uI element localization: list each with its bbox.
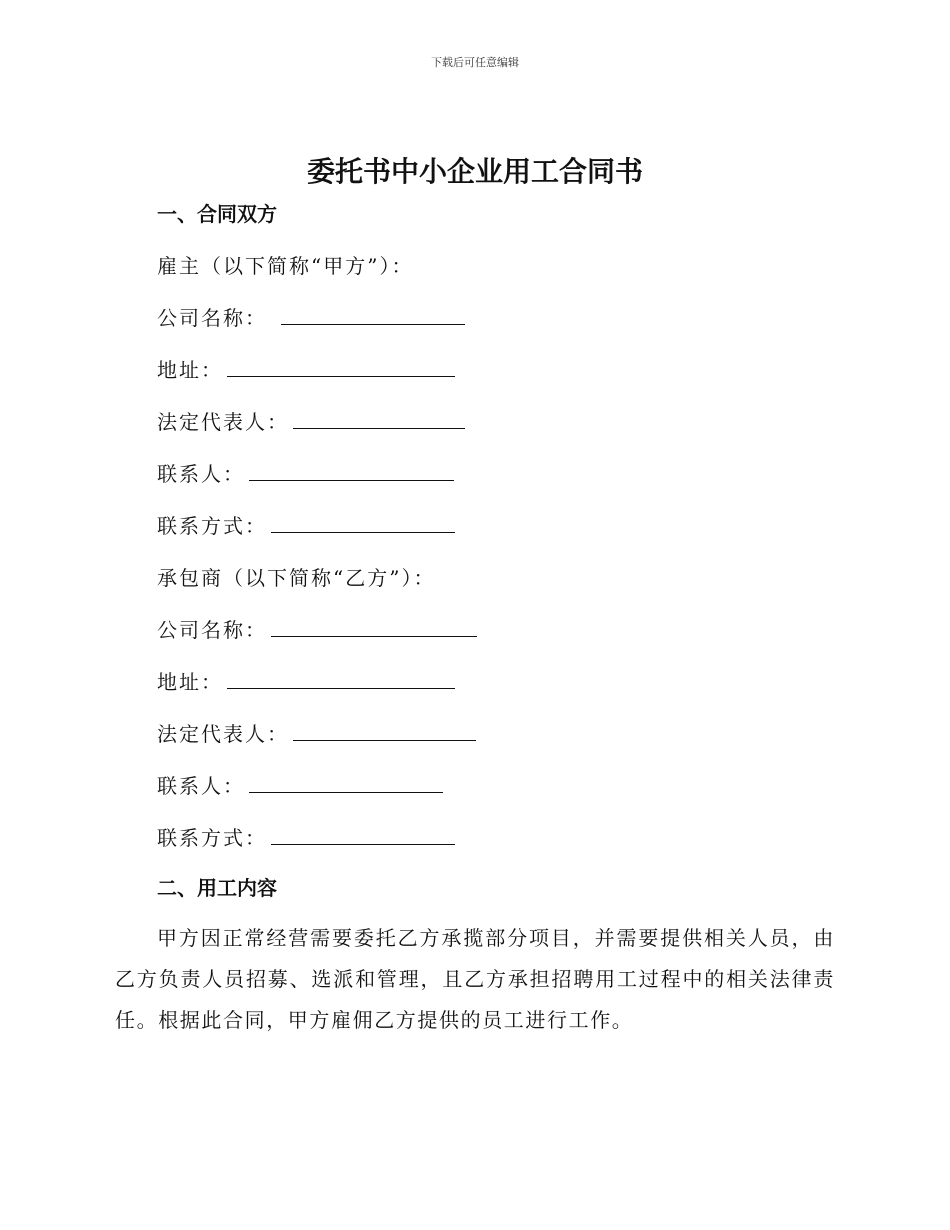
field-label: 联系人： bbox=[157, 462, 245, 486]
contractor-address-row bbox=[157, 666, 455, 695]
contractor-contact-row bbox=[157, 770, 443, 799]
contractor-legal-rep-blank bbox=[293, 739, 476, 741]
section-heading-parties: 一、合同双方 bbox=[157, 202, 277, 226]
employer-contact-row bbox=[157, 458, 454, 487]
employer-contact-blank bbox=[249, 479, 454, 481]
employer-address-row bbox=[157, 354, 455, 383]
contractor-contact-method-row bbox=[157, 822, 455, 851]
contractor-company-name-row bbox=[157, 614, 477, 643]
work-content-paragraph: 甲方因正常经营需要委托乙方承揽部分项目，并需要提供相关人员，由乙方负责人员招募、选派和管理，且乙方承担招聘用工过程中的相关法律责任。根据此合同，甲方雇佣乙方提供的员工进行工作。 bbox=[115, 926, 835, 1032]
contractor-company-name-blank bbox=[271, 635, 477, 637]
employer-legal-rep-blank bbox=[293, 427, 465, 429]
section-heading-work-content: 二、用工内容 bbox=[157, 876, 277, 900]
field-label: 联系方式： bbox=[157, 514, 267, 538]
contractor-intro: 承包商（以下简称“乙方”）： bbox=[157, 566, 436, 590]
contractor-contact-method-blank bbox=[271, 843, 455, 845]
employer-company-name-row bbox=[157, 302, 465, 331]
employer-intro: 雇主（以下简称“甲方”）： bbox=[157, 254, 414, 278]
employer-address-blank bbox=[227, 375, 455, 377]
contractor-legal-rep-row bbox=[157, 718, 476, 747]
document-title: 委托书中小企业用工合同书 bbox=[306, 155, 643, 188]
field-label: 法定代表人： bbox=[157, 410, 289, 434]
employer-contact-method-blank bbox=[271, 531, 455, 533]
employer-legal-rep-row bbox=[157, 406, 465, 435]
contractor-address-blank bbox=[227, 687, 455, 689]
field-label: 联系人： bbox=[157, 774, 245, 798]
employer-company-name-blank bbox=[281, 323, 465, 325]
contractor-contact-blank bbox=[249, 791, 443, 793]
field-label: 地址： bbox=[157, 670, 223, 694]
field-label: 公司名称： bbox=[157, 306, 267, 330]
field-label: 公司名称： bbox=[157, 618, 267, 642]
field-label: 联系方式： bbox=[157, 826, 267, 850]
employer-contact-method-row bbox=[157, 510, 455, 539]
page-header-note: 下载后可任意编辑 bbox=[431, 56, 519, 69]
field-label: 地址： bbox=[157, 358, 223, 382]
field-label: 法定代表人： bbox=[157, 722, 289, 746]
